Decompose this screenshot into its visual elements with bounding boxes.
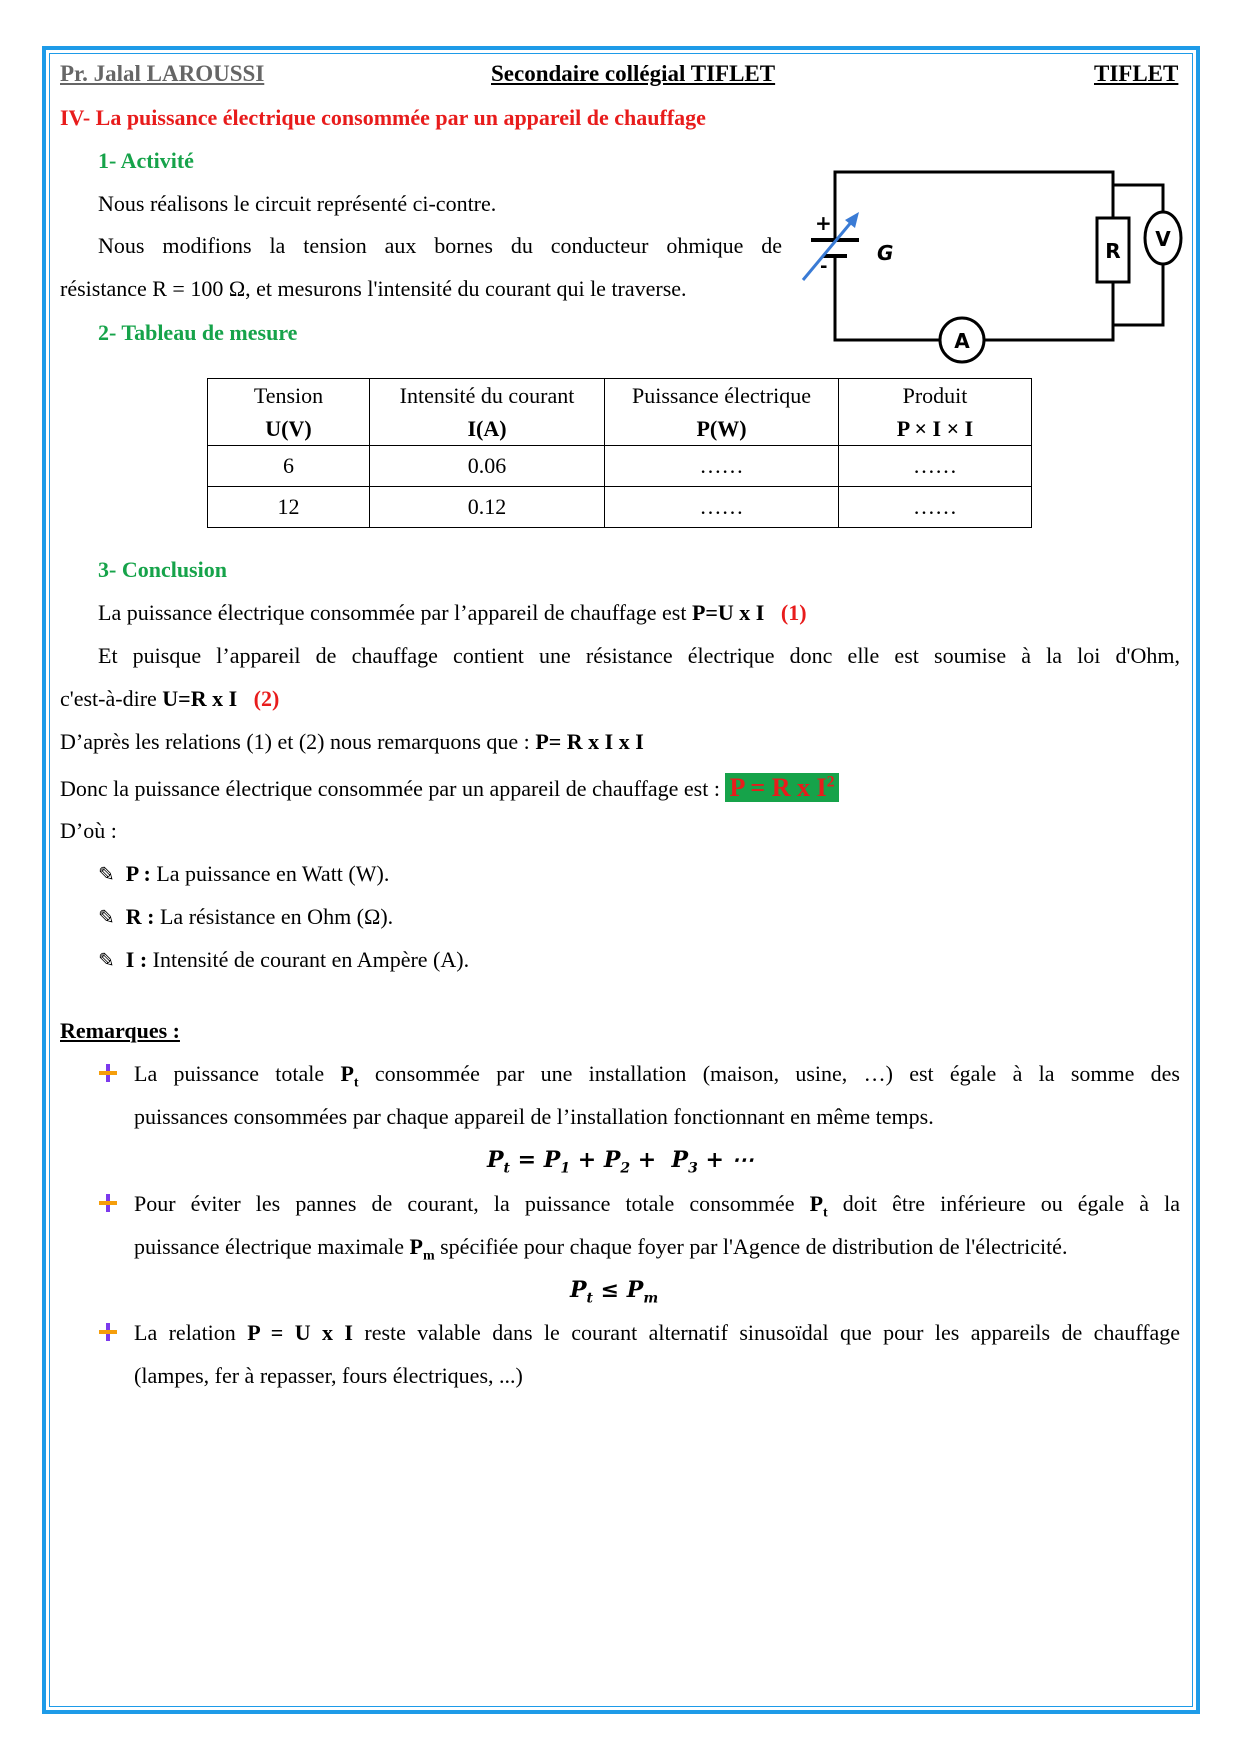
- table-heading: 2- Tableau de mesure: [98, 320, 298, 345]
- plus-bullet-icon: [98, 1063, 118, 1083]
- generator-label: G: [877, 241, 894, 265]
- remarks-heading: Remarques :: [60, 1018, 180, 1043]
- activity-text-1: Nous réalisons le circuit représenté ci-contre.: [98, 191, 497, 216]
- plus-bullet-icon: [98, 1193, 118, 1213]
- conclusion-line-4: D’après les relations (1) et (2) nous remarquons que : P= R x I x I: [60, 729, 644, 754]
- plus-sign: +: [815, 211, 832, 235]
- conclusion-line-1: La puissance électrique consommée par l’appareil de chauffage est P=U x I (1): [98, 600, 807, 625]
- highlighted-formula: P = R x $I^2$: [725, 773, 838, 802]
- table-cell: ……: [839, 446, 1032, 487]
- pencil-bullet-icon: ✎: [98, 907, 115, 929]
- where-label: D’où :: [60, 818, 117, 843]
- remark-3-line-1: La relation P = U x I reste valable dans le courant alternatif sinusoïdal que pour les appareils de chauffage: [134, 1320, 1180, 1345]
- definition-item: ✎ R : La résistance en Ohm (Ω).: [98, 904, 394, 929]
- table-row: [208, 487, 1032, 528]
- conclusion-line-5: Donc la puissance électrique consommée par un appareil de chauffage est : P = R x $I^2$: [60, 772, 839, 803]
- header-cell-intensity: Intensité du courant I(A): [370, 379, 605, 446]
- table-header-row: [208, 379, 1032, 446]
- header-cell-tension: Tension U(V): [208, 379, 370, 446]
- table-cell: 0.06: [370, 446, 605, 487]
- table-cell: ……: [605, 487, 839, 528]
- remark-3-line-2: (lampes, fer à repasser, fours électriques, ...): [134, 1363, 523, 1388]
- header-cell-product: Produit P × I × I: [839, 379, 1032, 446]
- conclusion-heading: 3- Conclusion: [98, 557, 227, 582]
- definition-item: ✎ I : Intensité de courant en Ampère (A).: [98, 947, 470, 972]
- table-cell: ……: [605, 446, 839, 487]
- conclusion-line-3: c'est-à-dire U=R x I (2): [60, 686, 280, 711]
- header-cell-power: Puissance électrique P(W): [605, 379, 839, 446]
- table-cell: 0.12: [370, 487, 605, 528]
- minus-sign: -: [820, 256, 828, 277]
- school-name: Secondaire collégial TIFLET: [491, 61, 776, 86]
- voltmeter-label: V: [1155, 227, 1171, 251]
- table-cell: 6: [208, 446, 370, 487]
- pencil-bullet-icon: ✎: [98, 864, 115, 886]
- table-cell: 12: [208, 487, 370, 528]
- definition-item: ✎ P : La puissance en Watt (W).: [98, 861, 390, 886]
- activity-text-2: Nous modifions la tension aux bornes du conducteur ohmique de: [98, 233, 782, 258]
- table-cell: ……: [839, 487, 1032, 528]
- activity-text-3: résistance R = 100 Ω, et mesurons l'intensité du courant qui le traverse.: [60, 276, 687, 301]
- activity-heading: 1- Activité: [98, 148, 194, 173]
- table-row: [208, 446, 1032, 487]
- formula-total-power: $P_t = P_1 + P_2 + P_3$ + ⋯: [487, 1147, 754, 1177]
- remark-1-line-1: La puissance totale $P_t$ consommée par une installation (maison, usine, …) est égale à la somme des: [134, 1061, 1180, 1091]
- city-name: TIFLET: [1094, 61, 1179, 86]
- pencil-bullet-icon: ✎: [98, 950, 115, 972]
- circuit-diagram: [795, 160, 1195, 370]
- plus-bullet-icon: [98, 1322, 118, 1342]
- remark-2-line-2: puissance électrique maximale $P_m$ spécifiée pour chaque foyer par l'Agence de distribution de l'électricité.: [134, 1234, 1068, 1264]
- remark-2-line-1: Pour éviter les pannes de courant, la puissance totale consommée $P_t$ doit être inférieure ou égale à la: [134, 1191, 1180, 1221]
- ammeter-label: A: [954, 329, 970, 353]
- section-title: IV- La puissance électrique consommée par un appareil de chauffage: [60, 105, 706, 130]
- conclusion-line-2: Et puisque l’appareil de chauffage contient une résistance électrique donc elle est soumise à la loi d'Ohm,: [98, 643, 1180, 668]
- remark-1-line-2: puissances consommées par chaque appareil de l’installation fonctionnant en même temps.: [134, 1104, 934, 1129]
- measurement-table: [207, 378, 1032, 528]
- author-name: Pr. Jalal LAROUSSI: [60, 61, 265, 86]
- resistor-label: R: [1105, 239, 1121, 263]
- formula-power-limit: $P_t \le P_m$: [570, 1277, 659, 1307]
